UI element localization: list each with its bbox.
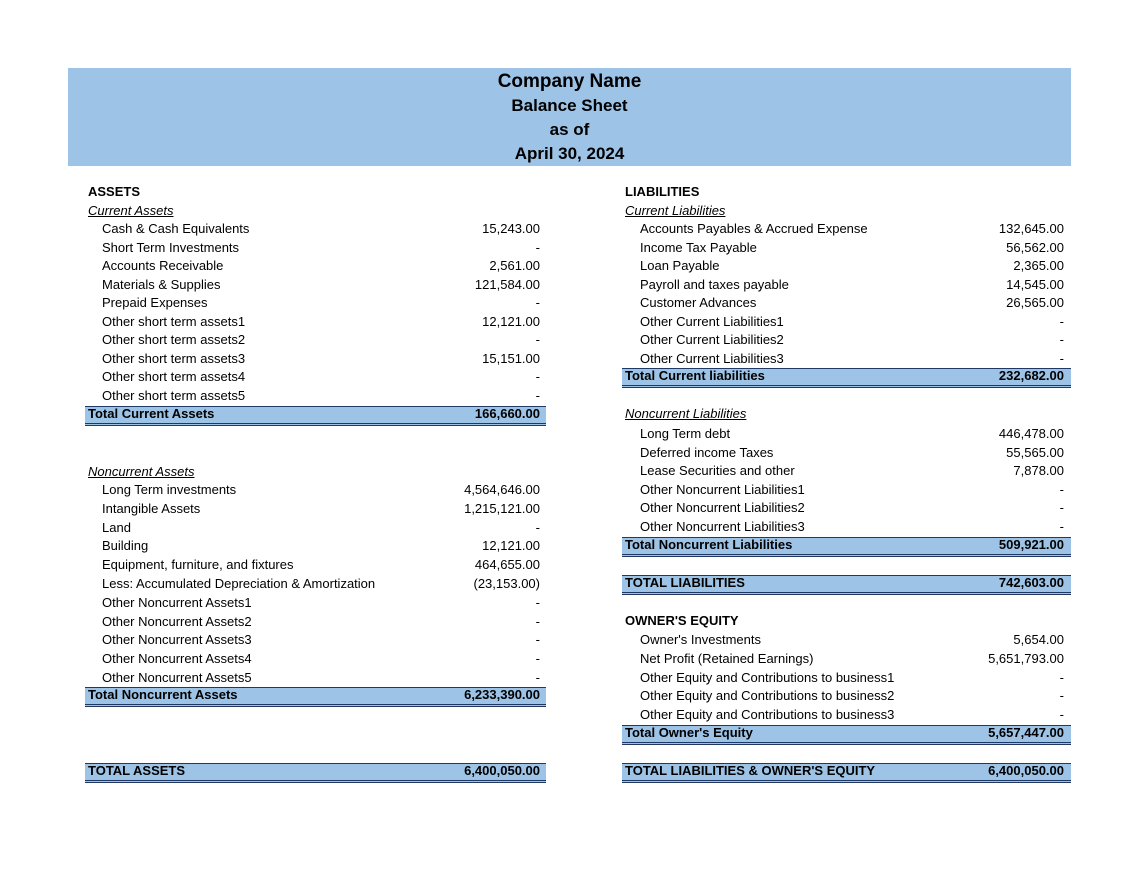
current-asset-label: Other short term assets4 <box>102 369 246 384</box>
noncurrent-asset-label: Equipment, furniture, and fixtures <box>102 557 294 573</box>
current-asset-value: - <box>535 239 540 255</box>
total-current-liabilities-value: 232,682.00 <box>998 368 1064 383</box>
noncurrent-asset-value: - <box>535 670 540 685</box>
current-asset-label: Prepaid Expenses <box>102 295 208 310</box>
current-asset-value: 2,561.00 <box>489 258 540 273</box>
noncurrent-liability-value: 55,565.00 <box>1006 444 1064 460</box>
noncurrent-assets-heading: Noncurrent Assets <box>88 464 195 479</box>
current-liability-label: Other Current Liabilities1 <box>640 313 784 329</box>
current-liability-value: 2,365.00 <box>1013 258 1064 273</box>
equity-heading: OWNER'S EQUITY <box>625 613 739 628</box>
noncurrent-liability-label: Lease Securities and other <box>640 463 795 478</box>
current-asset-label: Other short term assets5 <box>102 387 246 403</box>
assets-heading: ASSETS <box>88 184 141 199</box>
as-of-date: April 30, 2024 <box>514 144 625 163</box>
total-noncurrent-liabilities-value: 509,921.00 <box>998 537 1064 552</box>
current-asset-label: Other short term assets3 <box>102 350 246 366</box>
total-liabilities-and-equity-value: 6,400,050.00 <box>988 763 1064 778</box>
liabilities-heading: LIABILITIES <box>625 184 700 199</box>
current-liability-value: - <box>1059 313 1064 329</box>
current-asset-label: Other short term assets1 <box>102 313 246 329</box>
noncurrent-asset-value: (23,153.00) <box>473 576 540 591</box>
equity-item-label: Other Equity and Contributions to business3 <box>640 707 895 723</box>
as-of-label: as of <box>549 120 590 139</box>
noncurrent-asset-label: Long Term investments <box>102 482 237 497</box>
current-assets-heading: Current Assets <box>88 203 174 218</box>
current-liability-label: Customer Advances <box>640 295 757 310</box>
noncurrent-asset-value: - <box>535 632 540 648</box>
noncurrent-asset-label: Building <box>102 538 149 554</box>
current-liability-value: - <box>1059 332 1064 347</box>
noncurrent-liability-value: 7,878.00 <box>1013 463 1064 478</box>
noncurrent-liability-label: Other Noncurrent Liabilities1 <box>640 481 805 497</box>
noncurrent-liability-value: - <box>1059 500 1064 515</box>
noncurrent-asset-label: Other Noncurrent Assets2 <box>102 613 252 629</box>
current-asset-label: Other short term assets2 <box>102 332 246 347</box>
total-noncurrent-liabilities-label: Total Noncurrent Liabilities <box>625 537 793 552</box>
noncurrent-liability-value: 446,478.00 <box>998 426 1064 441</box>
equity-item-value: - <box>1059 688 1064 704</box>
current-liability-label: Income Tax Payable <box>640 239 757 255</box>
noncurrent-liability-label: Other Noncurrent Liabilities3 <box>640 518 805 534</box>
noncurrent-liability-label: Deferred income Taxes <box>640 444 774 460</box>
total-liabilities-value: 742,603.00 <box>998 575 1064 590</box>
total-owners-equity-value: 5,657,447.00 <box>988 725 1064 740</box>
header-band <box>68 68 1071 166</box>
total-current-liabilities-label: Total Current liabilities <box>625 368 765 383</box>
total-noncurrent-assets-value: 6,233,390.00 <box>464 687 540 702</box>
total-assets-value: 6,400,050.00 <box>464 763 540 778</box>
current-liability-label: Other Current Liabilities2 <box>640 332 784 347</box>
equity-item-value: 5,651,793.00 <box>988 650 1064 666</box>
noncurrent-asset-value: 12,121.00 <box>482 538 540 554</box>
noncurrent-asset-value: 1,215,121.00 <box>464 500 540 516</box>
current-liability-value: 132,645.00 <box>998 221 1064 236</box>
current-asset-value: - <box>535 295 540 310</box>
noncurrent-asset-label: Other Noncurrent Assets1 <box>102 594 252 610</box>
equity-item-label: Other Equity and Contributions to business1 <box>640 669 895 685</box>
current-asset-value: 15,243.00 <box>482 221 540 236</box>
current-liability-label: Other Current Liabilities3 <box>640 350 784 366</box>
equity-item-label: Owner's Investments <box>640 632 761 647</box>
total-liabilities-label: TOTAL LIABILITIES <box>625 575 745 590</box>
noncurrent-liability-label: Other Noncurrent Liabilities2 <box>640 500 805 515</box>
current-asset-value: - <box>535 369 540 384</box>
noncurrent-asset-label: Intangible Assets <box>102 500 201 516</box>
current-liability-label: Loan Payable <box>640 258 720 273</box>
current-asset-value: 12,121.00 <box>482 313 540 329</box>
current-asset-label: Short Term Investments <box>102 239 240 255</box>
noncurrent-asset-label: Land <box>102 519 131 535</box>
equity-item-label: Other Equity and Contributions to business2 <box>640 688 895 704</box>
noncurrent-asset-value: - <box>535 594 540 610</box>
current-liability-value: 56,562.00 <box>1006 239 1064 255</box>
noncurrent-asset-value: 4,564,646.00 <box>464 482 540 497</box>
current-asset-value: - <box>535 332 540 347</box>
noncurrent-asset-label: Other Noncurrent Assets5 <box>102 670 252 685</box>
current-liability-value: - <box>1059 350 1064 366</box>
current-asset-value: 121,584.00 <box>474 276 540 292</box>
total-owners-equity-label: Total Owner's Equity <box>625 725 753 740</box>
noncurrent-liability-value: - <box>1059 481 1064 497</box>
total-assets-label: TOTAL ASSETS <box>88 763 186 778</box>
total-current-assets-label: Total Current Assets <box>88 406 215 421</box>
total-liabilities-and-equity-label: TOTAL LIABILITIES & OWNER'S EQUITY <box>625 763 876 778</box>
current-asset-label: Materials & Supplies <box>102 276 221 292</box>
noncurrent-asset-value: - <box>535 613 540 629</box>
current-asset-label: Cash & Cash Equivalents <box>102 221 250 236</box>
equity-item-value: - <box>1059 707 1064 723</box>
current-liability-value: 26,565.00 <box>1006 295 1064 310</box>
current-asset-value: 15,151.00 <box>482 350 540 366</box>
noncurrent-asset-value: 464,655.00 <box>474 557 540 573</box>
equity-item-value: 5,654.00 <box>1013 632 1064 647</box>
current-asset-label: Accounts Receivable <box>102 258 224 273</box>
company-name: Company Name <box>497 71 642 92</box>
noncurrent-liability-label: Long Term debt <box>640 426 731 441</box>
noncurrent-asset-label: Less: Accumulated Depreciation & Amortization <box>102 576 376 591</box>
sheet-title: Balance Sheet <box>511 96 628 115</box>
current-liabilities-heading: Current Liabilities <box>625 203 726 218</box>
noncurrent-liabilities-heading: Noncurrent Liabilities <box>625 406 747 421</box>
total-current-assets-value: 166,660.00 <box>474 406 540 421</box>
current-liability-label: Accounts Payables & Accrued Expense <box>640 221 868 236</box>
noncurrent-asset-value: - <box>535 651 540 667</box>
noncurrent-liability-value: - <box>1059 518 1064 534</box>
equity-item-value: - <box>1059 669 1064 685</box>
noncurrent-asset-label: Other Noncurrent Assets3 <box>102 632 252 648</box>
current-liability-label: Payroll and taxes payable <box>640 276 789 292</box>
noncurrent-asset-label: Other Noncurrent Assets4 <box>102 651 252 667</box>
noncurrent-asset-value: - <box>535 519 540 535</box>
current-asset-value: - <box>535 387 540 403</box>
equity-item-label: Net Profit (Retained Earnings) <box>640 650 814 666</box>
total-noncurrent-assets-label: Total Noncurrent Assets <box>88 687 238 702</box>
current-liability-value: 14,545.00 <box>1006 276 1064 292</box>
